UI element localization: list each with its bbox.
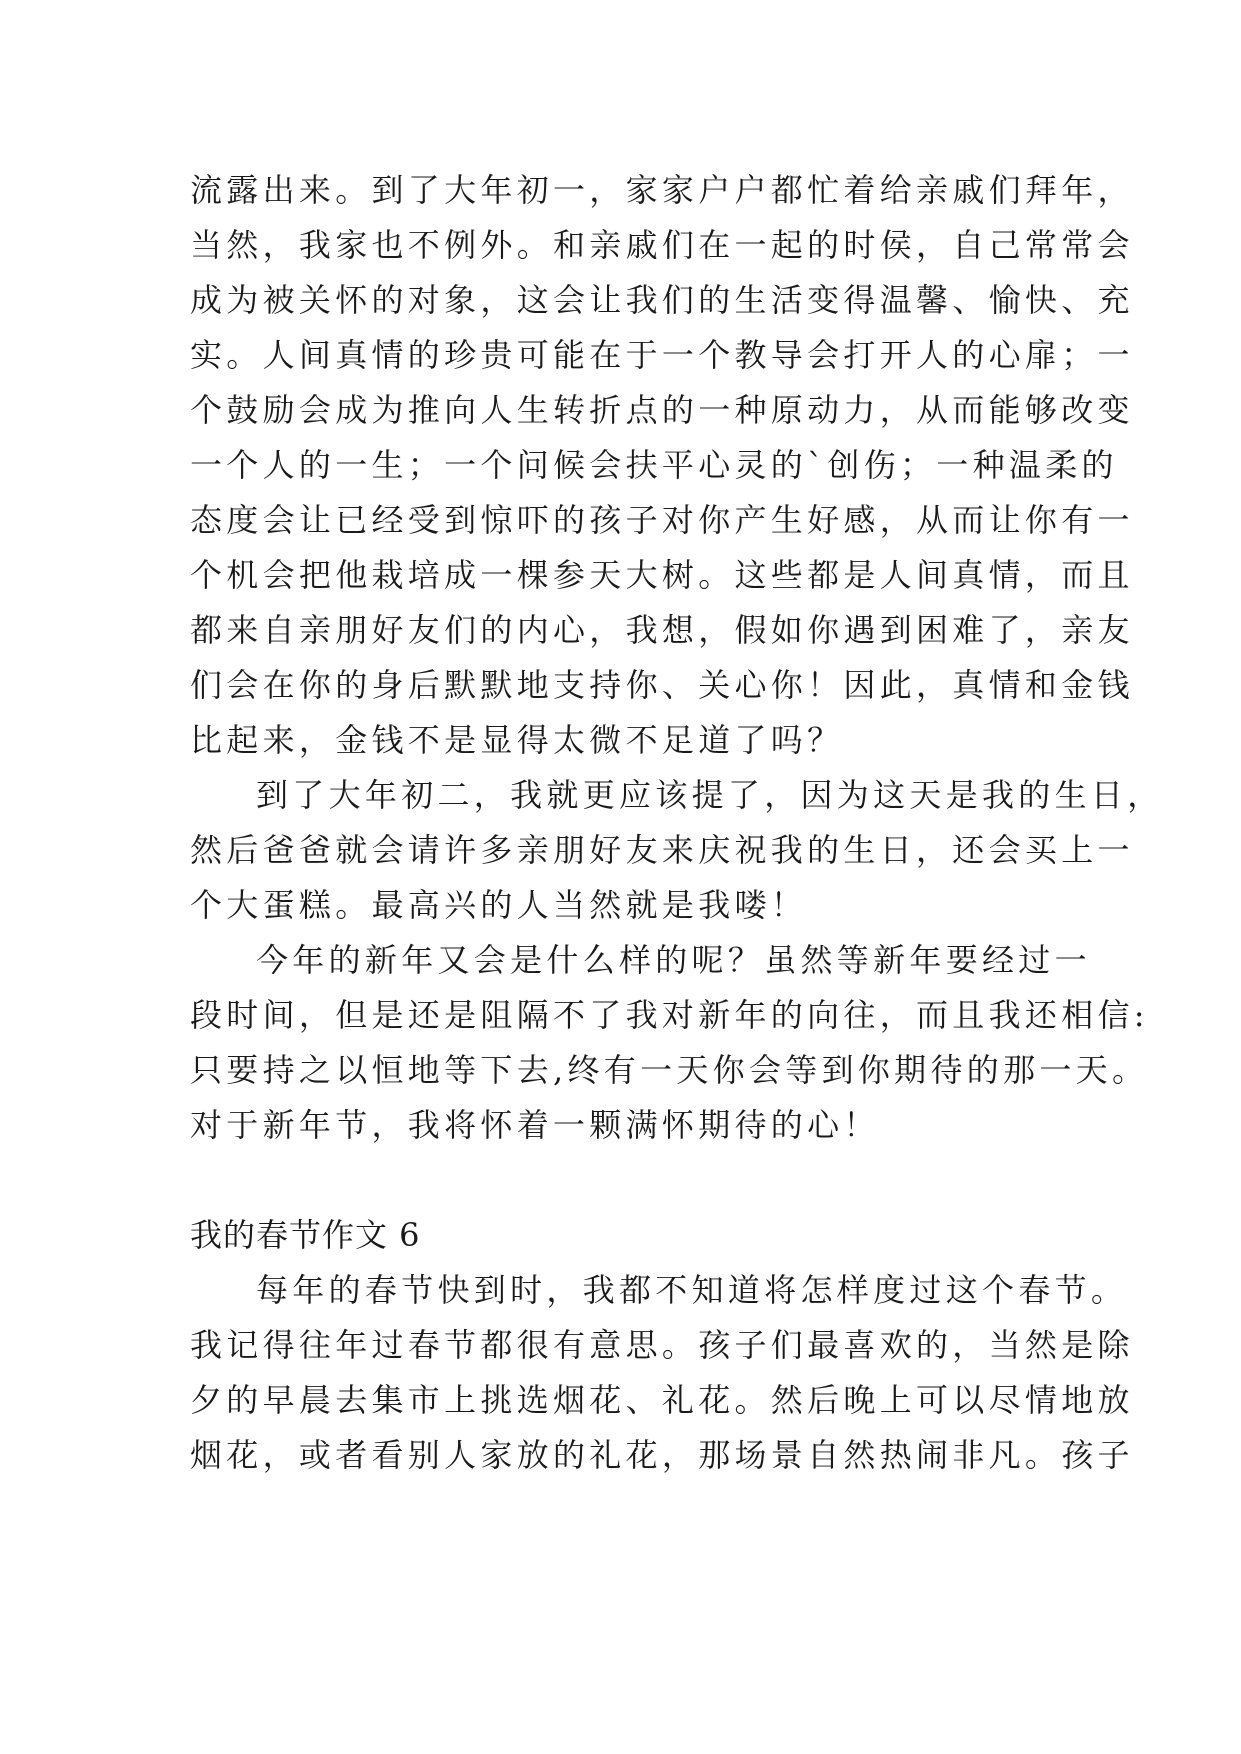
section-title: 我的春节作文 6 bbox=[190, 1216, 421, 1254]
text-line: 烟花，或者看别人家放的礼花，那场景自然热闹非凡。孩子 bbox=[190, 1436, 1134, 1474]
paragraph-start-line: 每年的春节快到时，我都不知道将怎样度过这个春节。 bbox=[256, 1271, 1128, 1309]
text-line: 个大蛋糕。最高兴的人当然就是我喽！ bbox=[190, 886, 808, 924]
text-line: 都来自亲朋好友们的内心，我想，假如你遇到困难了，亲友 bbox=[190, 611, 1134, 649]
text-line: 我记得往年过春节都很有意思。孩子们最喜欢的，当然是除 bbox=[190, 1326, 1134, 1364]
text-line: 流露出来。到了大年初一，家家户户都忙着给亲戚们拜年， bbox=[190, 171, 1134, 209]
text-line: 段时间，但是还是阻隔不了我对新年的向往，而且我还相信: bbox=[190, 996, 1149, 1034]
text-line: 个机会把他栽培成一棵参天大树。这些都是人间真情，而且 bbox=[190, 556, 1134, 594]
text-line: 当然，我家也不例外。和亲戚们在一起的时侯，自己常常会 bbox=[190, 226, 1134, 264]
text-line: 对于新年节，我将怀着一颗满怀期待的心！ bbox=[190, 1106, 880, 1144]
text-line: 比起来，金钱不是显得太微不足道了吗？ bbox=[190, 721, 844, 759]
text-line: 态度会让已经受到惊吓的孩子对你产生好感，从而让你有一 bbox=[190, 501, 1134, 539]
text-line: 实。人间真情的珍贵可能在于一个教导会打开人的心扉；一 bbox=[190, 336, 1134, 374]
text-line: 成为被关怀的对象，这会让我们的生活变得温馨、愉快、充 bbox=[190, 281, 1134, 319]
text-line: 夕的早晨去集市上挑选烟花、礼花。然后晚上可以尽情地放 bbox=[190, 1381, 1134, 1419]
paragraph-start-line: 到了大年初二，我就更应该提了，因为这天是我的生日， bbox=[256, 776, 1164, 814]
text-line: 然后爸爸就会请许多亲朋好友来庆祝我的生日，还会买上一 bbox=[190, 831, 1134, 869]
text-line: 只要持之以恒地等下去,终有一天你会等到你期待的那一天。 bbox=[190, 1051, 1149, 1089]
text-line: 们会在你的身后默默地支持你、关心你！因此，真情和金钱 bbox=[190, 666, 1134, 704]
text-line: 个鼓励会成为推向人生转折点的一种原动力，从而能够改变 bbox=[190, 391, 1134, 429]
paragraph-start-line: 今年的新年又会是什么样的呢？虽然等新年要经过一 bbox=[256, 941, 1091, 979]
text-line: 一个人的一生；一个问候会扶平心灵的`创伤；一种温柔的 bbox=[190, 446, 1118, 484]
